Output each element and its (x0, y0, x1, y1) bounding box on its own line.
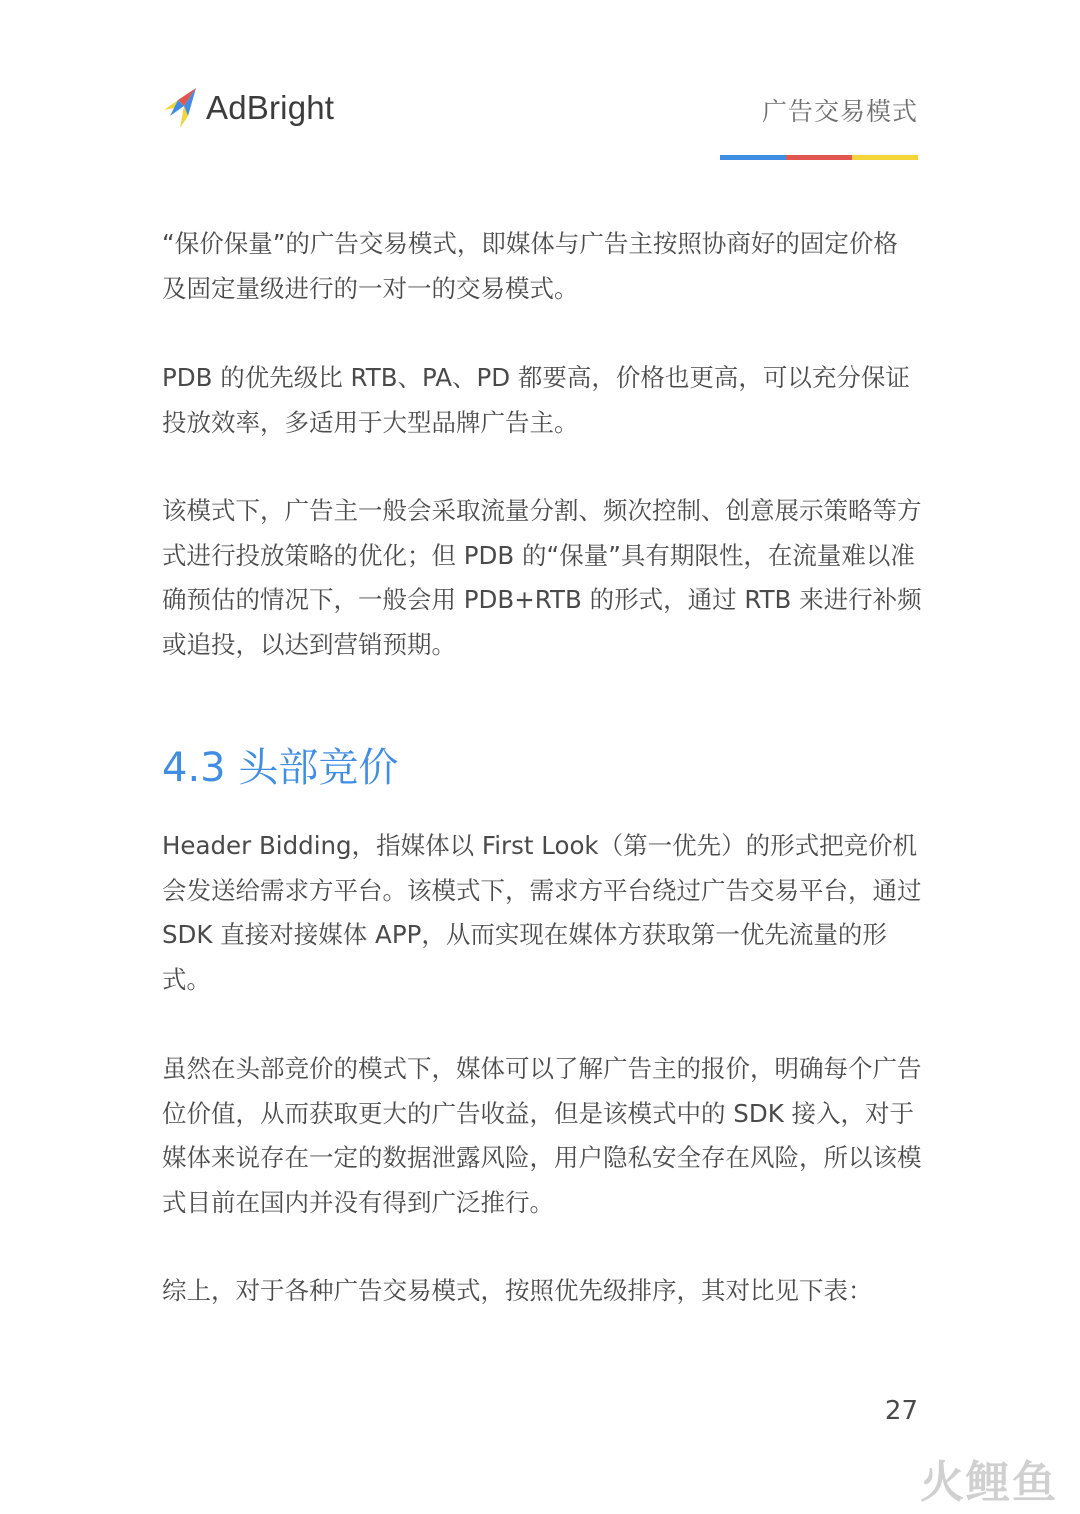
watermark: 火鲤鱼 (920, 1457, 1058, 1508)
logo-text: AdBright (206, 89, 335, 126)
page-header (162, 86, 918, 166)
rocket-logo-icon (162, 86, 198, 130)
section-heading: 4.3 头部竞价 (162, 745, 399, 791)
page-number: 27 (884, 1396, 918, 1426)
brand-logo (162, 86, 334, 130)
paragraph-header-bidding: Header Bidding，指媒体以 First Look（第一优先）的形式把竞价机会发送给需求方平台。该模式下，需求方平台绕过广告交易平台，通过 SDK 直接对接媒体 APP，从而实现在媒体方获取第一优先流量的形式。 (162, 831, 922, 994)
paragraph-pdb-priority: PDB 的优先级比 RTB、PA、PD 都要高，价格也更高，可以充分保证投放效率，多适用于大型品牌广告主。 (162, 363, 910, 437)
paragraph-header-bidding-risk: 虽然在头部竞价的模式下，媒体可以了解广告主的报价，明确每个广告位价值，从而获取更大的广告收益，但是该模式中的 SDK 接入，对于媒体来说存在一定的数据泄露风险，用户隐私安全存在风险，所以该模式目前在国内并没有得到广泛推行。 (162, 1054, 922, 1217)
color-bar-blue (720, 155, 786, 160)
header-color-bar (720, 155, 918, 160)
section-title: 广告交易模式 (761, 97, 918, 126)
paragraph-summary: 综上，对于各种广告交易模式，按照优先级排序，其对比见下表： (162, 1276, 873, 1305)
color-bar-yellow (852, 155, 918, 160)
paragraph-pdb-strategy: 该模式下，广告主一般会采取流量分割、频次控制、创意展示策略等方式进行投放策略的优化；但 PDB 的“保量”具有期限性，在流量难以准确预估的情况下，一般会用 PDB+RTB 的形式，通过 RTB 来进行补频或追投，以达到营销预期。 (162, 496, 922, 659)
color-bar-red (786, 155, 852, 160)
paragraph-pdb-definition: “保价保量”的广告交易模式，即媒体与广告主按照协商好的固定价格及固定量级进行的一对一的交易模式。 (162, 229, 898, 303)
